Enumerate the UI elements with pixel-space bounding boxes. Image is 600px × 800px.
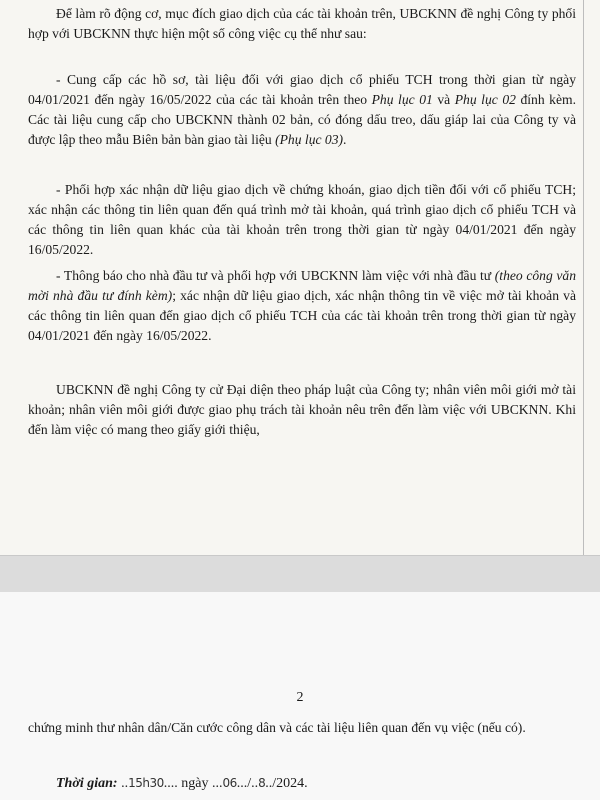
page-gap xyxy=(0,556,600,592)
paragraph-id-documents: chứng minh thư nhân dân/Căn cước công dân và các tài liệu liên quan đến vụ việc (nếu có). xyxy=(28,720,526,735)
paragraph-representative: UBCKNN đề nghị Công ty cử Đại diện theo pháp luật của Công ty; nhân viên môi giới mở tài khoản; nhân viên môi giới được giao phụ trách tài khoản nêu trên đến làm việc với UBCKNN. Khi đến làm việc có mang theo giấy giới thiệu, xyxy=(28,382,576,437)
paragraph-provide-documents: - Cung cấp các hồ sơ, tài liệu đối với giao dịch cổ phiếu TCH trong thời gian từ ngày 04/01/2021 đến ngày 16/05/2022 của các tài khoản trên theo Phụ lục 01 và Phụ lục 02 đính kèm. Các tài liệu cung cấp cho UBCKNN thành 02 bản, có đóng dấu treo, dấu giáp lai của Công ty và được lập theo mẫu Biên bản bàn giao tài liệu (Phụ lục 03). xyxy=(28,72,576,147)
meeting-time-line: Thời gian: ..15h30.... ngày ...06.../..8../2024. xyxy=(56,776,308,791)
page-edge-line xyxy=(583,0,584,555)
appendix-03-ref: (Phụ lục 03) xyxy=(275,132,344,147)
month-value: 8 xyxy=(258,776,266,790)
page-number: 2 xyxy=(296,690,304,705)
day-word: ngày xyxy=(181,776,209,791)
day-value: 06 xyxy=(222,776,237,790)
appendix-02-ref: Phụ lục 02 xyxy=(454,92,516,107)
time-label: Thời gian: xyxy=(56,776,118,791)
paragraph-confirm-data: - Phối hợp xác nhận dữ liệu giao dịch về chứng khoán, giao dịch tiền đối với cổ phiếu TCH; xác nhận các thông tin liên quan đến quá trình mở tài khoản, quá trình giao dịch cổ phiếu TCH và các thông tin liên quan khác của tài khoản trên trong thời gian từ ngày 04/01/2021 đến ngày 16/05/2022. xyxy=(28,182,576,257)
paragraph-intro: Để làm rõ động cơ, mục đích giao dịch của các tài khoản trên, UBCKNN đề nghị Công ty phối hợp với UBCKNN thực hiện một số công việc cụ thể như sau: xyxy=(28,6,576,41)
time-hour: 15h30 xyxy=(128,776,164,790)
year-value: 2024 xyxy=(276,776,305,791)
invitation-note: (theo công văn mời nhà đầu tư đính kèm) xyxy=(28,268,576,303)
appendix-01-ref: Phụ lục 01 xyxy=(371,92,433,107)
paragraph-notify-investor: - Thông báo cho nhà đầu tư và phối hợp với UBCKNN làm việc với nhà đầu tư (theo công văn mời nhà đầu tư đính kèm); xác nhận dữ liệu giao dịch, xác nhận thông tin về việc mở tài khoản và các thông tin liên quan đến giao dịch cổ phiếu TCH của các tài khoản trên trong thời gian từ ngày 04/01/2021 đến ngày 16/05/2022. xyxy=(28,268,576,343)
